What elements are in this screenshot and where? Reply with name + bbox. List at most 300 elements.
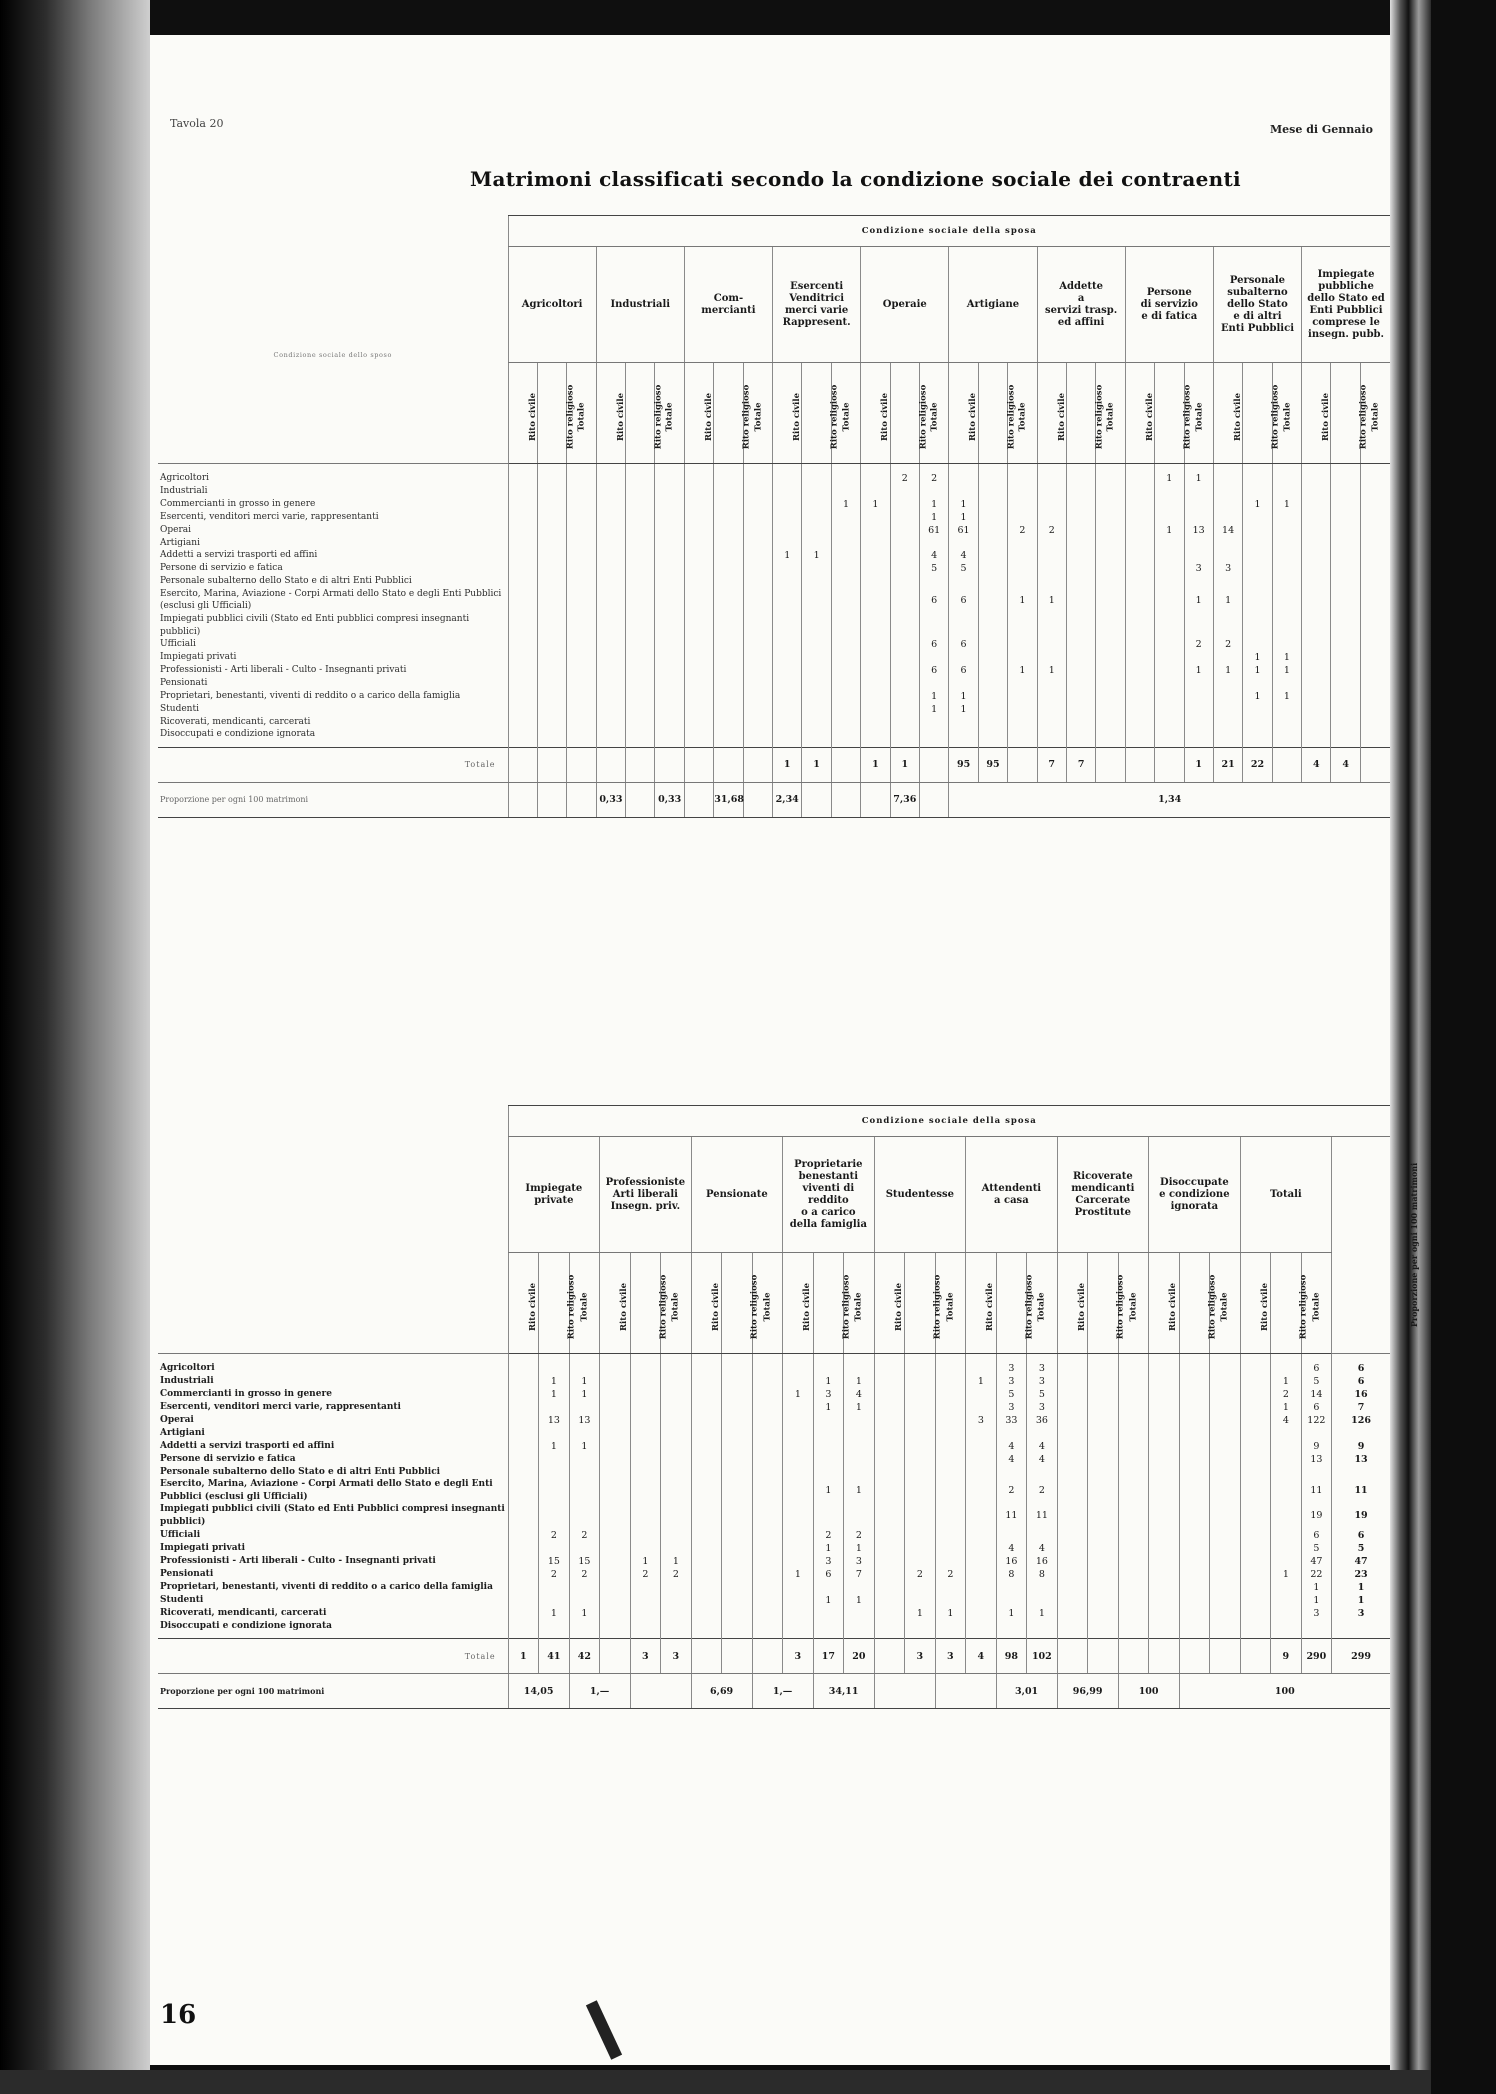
subcol-text: Rito civile xyxy=(527,1282,538,1331)
data-cell xyxy=(1118,1529,1149,1542)
data-cell xyxy=(743,498,772,511)
data-cell xyxy=(1302,464,1331,486)
data-cell xyxy=(630,1427,661,1440)
data-cell xyxy=(978,464,1007,486)
data-cell xyxy=(1302,575,1331,588)
data-cell xyxy=(1271,1466,1302,1479)
data-cell xyxy=(752,1503,783,1528)
data-cell xyxy=(773,703,802,716)
data-cell xyxy=(1360,638,1390,651)
data-cell xyxy=(1088,1478,1119,1503)
data-cell xyxy=(1179,1375,1210,1388)
data-cell xyxy=(1066,677,1095,690)
data-cell xyxy=(596,588,625,613)
data-cell xyxy=(1057,1354,1088,1376)
row-label: Artigiani xyxy=(160,1428,205,1438)
data-cell xyxy=(861,690,890,703)
data-cell xyxy=(600,1529,631,1542)
group-header: Studentesse xyxy=(874,1137,966,1253)
data-cell xyxy=(714,464,743,486)
data-cell xyxy=(1088,1375,1119,1388)
data-cell xyxy=(1118,1478,1149,1503)
data-cell xyxy=(861,677,890,690)
data-cell xyxy=(691,1453,722,1466)
data-cell xyxy=(684,728,713,747)
data-cell xyxy=(1118,1568,1149,1581)
data-cell xyxy=(661,1440,692,1453)
data-cell xyxy=(630,1466,661,1479)
data-cell xyxy=(831,575,860,588)
data-cell xyxy=(508,537,537,550)
data-cell xyxy=(874,1568,905,1581)
data-cell xyxy=(1240,1620,1271,1639)
data-cell xyxy=(1057,1594,1088,1607)
data-cell xyxy=(861,588,890,613)
data-cell xyxy=(626,588,655,613)
data-cell xyxy=(1179,1529,1210,1542)
data-cell xyxy=(567,728,596,747)
data-cell: 1 xyxy=(813,1375,844,1388)
data-cell xyxy=(783,1542,814,1555)
data-cell xyxy=(1066,485,1095,498)
data-cell xyxy=(783,1594,814,1607)
data-cell xyxy=(567,677,596,690)
data-cell xyxy=(1213,677,1242,690)
data-cell xyxy=(1118,1375,1149,1388)
data-cell xyxy=(508,716,537,729)
data-cell xyxy=(1125,677,1154,690)
data-cell xyxy=(935,1529,966,1542)
total-cell: 22 xyxy=(1243,747,1272,782)
data-cell xyxy=(1210,1453,1241,1466)
data-cell xyxy=(508,1529,539,1542)
data-cell xyxy=(1057,1466,1088,1479)
data-cell xyxy=(752,1568,783,1581)
data-cell xyxy=(1008,638,1037,651)
data-cell xyxy=(1243,464,1272,486)
total-cell: 3 xyxy=(783,1639,814,1674)
data-cell: 5 xyxy=(1027,1388,1058,1401)
data-cell xyxy=(596,716,625,729)
data-cell xyxy=(722,1620,753,1639)
data-cell xyxy=(831,511,860,524)
data-cell xyxy=(722,1581,753,1594)
data-cell: 2 xyxy=(539,1568,570,1581)
group-header: Agricoltori xyxy=(508,247,596,363)
data-cell: 7 xyxy=(1332,1401,1390,1414)
data-cell xyxy=(752,1478,783,1503)
data-cell xyxy=(600,1620,631,1639)
data-cell xyxy=(1360,575,1390,588)
data-cell xyxy=(1118,1388,1149,1401)
data-cell xyxy=(1240,1529,1271,1542)
data-cell xyxy=(508,1388,539,1401)
data-cell xyxy=(1210,1414,1241,1427)
data-cell xyxy=(752,1607,783,1620)
data-cell xyxy=(1155,703,1184,716)
data-cell xyxy=(844,1414,875,1427)
data-cell xyxy=(783,1478,814,1503)
data-cell xyxy=(1243,638,1272,651)
data-cell xyxy=(1179,1607,1210,1620)
group-header: Attendenti a casa xyxy=(966,1137,1058,1253)
data-cell xyxy=(1057,1440,1088,1453)
proportion-cell: 1,— xyxy=(569,1674,630,1709)
data-cell xyxy=(978,690,1007,703)
total-label: Totale xyxy=(158,1639,508,1674)
data-cell xyxy=(1149,1581,1180,1594)
data-cell xyxy=(905,1414,936,1427)
data-cell xyxy=(966,1581,997,1594)
data-cell xyxy=(890,690,919,703)
subcol-header xyxy=(783,1253,814,1354)
subcol-header xyxy=(1155,363,1193,464)
subcol-header xyxy=(539,1253,577,1354)
data-cell xyxy=(1243,728,1272,747)
data-cell: 1 xyxy=(813,1594,844,1607)
data-cell xyxy=(722,1607,753,1620)
data-cell xyxy=(1271,1503,1302,1528)
data-cell xyxy=(935,1354,966,1376)
data-cell xyxy=(1088,1388,1119,1401)
data-cell: 1 xyxy=(773,549,802,562)
data-cell xyxy=(567,562,596,575)
data-cell xyxy=(1179,1440,1210,1453)
band-label: Condizione sociale della sposa xyxy=(508,216,1390,247)
data-cell: 1 xyxy=(844,1542,875,1555)
data-cell: 22 xyxy=(1301,1568,1332,1581)
data-cell xyxy=(831,638,860,651)
data-cell xyxy=(1149,1503,1180,1528)
data-cell: 1 xyxy=(844,1594,875,1607)
data-cell xyxy=(831,690,860,703)
table-row xyxy=(158,464,1390,486)
data-cell xyxy=(1360,651,1390,664)
data-cell xyxy=(567,498,596,511)
data-cell xyxy=(1272,464,1301,486)
data-cell xyxy=(630,1440,661,1453)
subcol-text: Rito civile xyxy=(985,1282,996,1331)
subcol-header xyxy=(890,363,928,464)
row-label: Ufficiali xyxy=(160,1529,201,1540)
data-cell xyxy=(978,664,1007,677)
data-cell xyxy=(1037,690,1066,703)
data-cell xyxy=(890,562,919,575)
data-cell xyxy=(1184,613,1213,638)
table-row xyxy=(158,1478,1390,1503)
data-cell: 3 xyxy=(1027,1354,1058,1376)
total-cell: 3 xyxy=(630,1639,661,1674)
data-cell xyxy=(831,651,860,664)
data-cell: 1 xyxy=(844,1375,875,1388)
table-lower xyxy=(158,1105,1420,1709)
data-cell: 2 xyxy=(1027,1478,1058,1503)
data-cell xyxy=(743,716,772,729)
data-cell xyxy=(861,575,890,588)
data-cell xyxy=(655,677,684,690)
data-cell xyxy=(567,549,596,562)
data-cell xyxy=(626,638,655,651)
table-row xyxy=(158,485,1390,498)
data-cell xyxy=(1057,1568,1088,1581)
data-cell xyxy=(1302,524,1331,537)
data-cell xyxy=(1125,464,1154,486)
data-cell xyxy=(966,1607,997,1620)
data-cell xyxy=(1155,485,1184,498)
data-cell xyxy=(978,588,1007,613)
data-cell xyxy=(949,677,978,690)
data-cell xyxy=(655,703,684,716)
data-cell xyxy=(1243,575,1272,588)
data-cell xyxy=(1301,1466,1332,1479)
data-cell xyxy=(600,1375,631,1388)
data-cell: 4 xyxy=(996,1542,1027,1555)
data-cell: 1 xyxy=(1027,1607,1058,1620)
subcol-text: Totale xyxy=(853,1291,864,1322)
data-cell xyxy=(773,511,802,524)
data-cell xyxy=(508,1427,539,1440)
data-cell xyxy=(773,464,802,486)
data-cell xyxy=(596,537,625,550)
data-cell xyxy=(539,1620,570,1639)
data-cell: 9 xyxy=(1332,1440,1390,1453)
data-cell xyxy=(1179,1594,1210,1607)
data-cell xyxy=(1008,690,1037,703)
data-cell: 1 xyxy=(831,498,860,511)
total-cell: 4 xyxy=(1331,747,1360,782)
data-cell xyxy=(905,1401,936,1414)
prop-header-text: Proporzione per ogni 100 matrimoni xyxy=(1409,1162,1420,1327)
data-cell xyxy=(1332,1427,1390,1440)
data-cell xyxy=(600,1440,631,1453)
data-cell: 1 xyxy=(813,1478,844,1503)
data-cell: 1 xyxy=(539,1607,570,1620)
data-cell xyxy=(1149,1440,1180,1453)
data-cell xyxy=(966,1529,997,1542)
subcol-header xyxy=(1240,1253,1271,1354)
data-cell xyxy=(714,613,743,638)
data-cell xyxy=(743,549,772,562)
subcol-text: Rito civile xyxy=(1144,392,1155,441)
proportion-cell: 96,99 xyxy=(1057,1674,1118,1709)
data-cell xyxy=(1302,485,1331,498)
subcol-text: Rito religioso xyxy=(840,1274,851,1339)
data-cell xyxy=(714,562,743,575)
scan-edge-left xyxy=(0,0,150,2094)
data-cell xyxy=(1149,1542,1180,1555)
data-cell xyxy=(596,677,625,690)
data-cell: 1 xyxy=(539,1388,570,1401)
data-cell xyxy=(874,1414,905,1427)
data-cell: 2 xyxy=(905,1568,936,1581)
data-cell xyxy=(966,1620,997,1639)
data-cell xyxy=(714,716,743,729)
data-cell xyxy=(600,1594,631,1607)
data-cell xyxy=(861,703,890,716)
data-cell xyxy=(1118,1581,1149,1594)
data-cell xyxy=(813,1414,844,1427)
data-cell xyxy=(1213,511,1242,524)
data-cell xyxy=(1213,716,1242,729)
data-cell xyxy=(539,1503,570,1528)
data-cell: 2 xyxy=(1213,638,1242,651)
data-cell xyxy=(537,511,566,524)
subcol-text: Totale xyxy=(1194,401,1205,432)
data-cell xyxy=(626,690,655,703)
data-cell: 2 xyxy=(1271,1388,1302,1401)
data-cell xyxy=(569,1581,600,1594)
data-cell xyxy=(1155,588,1184,613)
data-cell xyxy=(1155,549,1184,562)
data-cell: 11 xyxy=(1301,1478,1332,1503)
data-cell xyxy=(1118,1453,1149,1466)
data-cell xyxy=(1243,677,1272,690)
data-cell: 1 xyxy=(949,511,978,524)
data-cell xyxy=(596,613,625,638)
data-cell xyxy=(722,1478,753,1503)
data-cell xyxy=(508,613,537,638)
data-cell: 3 xyxy=(813,1555,844,1568)
data-cell: 6 xyxy=(1301,1401,1332,1414)
data-cell xyxy=(1360,664,1390,677)
subcol-header xyxy=(1066,363,1105,464)
data-cell xyxy=(600,1388,631,1401)
data-cell xyxy=(630,1607,661,1620)
row-label: Proprietari, benestanti, viventi di reddito o a carico della famiglia xyxy=(160,1581,493,1592)
data-cell: 16 xyxy=(1027,1555,1058,1568)
data-cell xyxy=(978,562,1007,575)
data-cell xyxy=(890,549,919,562)
proportion-cell: 7,36 xyxy=(890,782,919,817)
data-cell xyxy=(596,485,625,498)
data-cell: 2 xyxy=(844,1529,875,1542)
data-cell xyxy=(684,562,713,575)
data-cell xyxy=(537,716,566,729)
data-cell xyxy=(1240,1388,1271,1401)
data-cell xyxy=(1066,588,1095,613)
total-cell xyxy=(1057,1639,1088,1674)
data-cell xyxy=(783,1529,814,1542)
data-cell xyxy=(773,613,802,638)
data-cell xyxy=(1271,1581,1302,1594)
data-cell: 1 xyxy=(1037,588,1066,613)
row-label: Commercianti in grosso in genere xyxy=(160,498,316,509)
subcol-text: Rito religioso xyxy=(1270,384,1281,449)
subcol-text: Totale xyxy=(1219,1291,1230,1322)
data-cell xyxy=(596,464,625,486)
proportion-cell: 3,01 xyxy=(996,1674,1057,1709)
data-cell xyxy=(539,1453,570,1466)
data-cell xyxy=(1008,498,1037,511)
data-cell xyxy=(813,1427,844,1440)
data-cell xyxy=(508,1440,539,1453)
data-cell xyxy=(1125,728,1154,747)
data-cell xyxy=(1008,575,1037,588)
group-header: Industriali xyxy=(596,247,684,363)
data-cell xyxy=(752,1529,783,1542)
data-cell xyxy=(714,664,743,677)
data-cell xyxy=(508,728,537,747)
group-header: Addette a servizi trasp. ed affini xyxy=(1037,247,1125,363)
data-cell xyxy=(874,1620,905,1639)
data-cell xyxy=(1213,485,1242,498)
data-cell xyxy=(1271,1529,1302,1542)
data-cell xyxy=(743,651,772,664)
table-row xyxy=(158,651,1390,664)
data-cell xyxy=(813,1466,844,1479)
subcol-text: Rito civile xyxy=(1076,1282,1087,1331)
data-cell xyxy=(1088,1555,1119,1568)
data-cell xyxy=(1088,1568,1119,1581)
data-cell xyxy=(508,651,537,664)
proportion-cell xyxy=(802,782,831,817)
data-cell xyxy=(831,664,860,677)
data-cell xyxy=(1179,1620,1210,1639)
data-cell xyxy=(802,638,831,651)
data-cell xyxy=(539,1466,570,1479)
data-cell xyxy=(1302,716,1331,729)
data-cell xyxy=(802,464,831,486)
data-cell xyxy=(802,728,831,747)
proportion-cell xyxy=(630,1674,691,1709)
data-cell xyxy=(773,575,802,588)
data-cell: 1 xyxy=(1301,1594,1332,1607)
data-cell: 1 xyxy=(661,1555,692,1568)
data-cell xyxy=(874,1466,905,1479)
data-cell xyxy=(949,575,978,588)
data-cell xyxy=(508,703,537,716)
data-cell xyxy=(1179,1503,1210,1528)
proportion-cell: 1,34 xyxy=(949,782,1390,817)
data-cell xyxy=(1088,1427,1119,1440)
data-cell xyxy=(1240,1375,1271,1388)
data-cell xyxy=(626,651,655,664)
data-cell: 126 xyxy=(1332,1414,1390,1427)
data-cell xyxy=(661,1542,692,1555)
data-cell xyxy=(773,588,802,613)
data-cell xyxy=(1066,498,1095,511)
data-cell xyxy=(655,638,684,651)
row-label: Esercenti, venditori merci varie, rappresentanti xyxy=(160,1402,401,1413)
data-cell xyxy=(1066,537,1095,550)
data-cell xyxy=(691,1466,722,1479)
data-cell: 3 xyxy=(996,1401,1027,1414)
subcol-text: Rito civile xyxy=(1321,392,1332,441)
data-cell xyxy=(1008,464,1037,486)
data-cell xyxy=(596,703,625,716)
proportion-label: Proporzione per ogni 100 matrimoni xyxy=(158,782,508,817)
row-label: Industriali xyxy=(160,486,208,496)
total-cell xyxy=(684,747,713,782)
data-cell xyxy=(905,1427,936,1440)
data-cell xyxy=(661,1427,692,1440)
data-cell xyxy=(1331,537,1360,550)
data-cell xyxy=(714,575,743,588)
data-cell xyxy=(996,1581,1027,1594)
data-cell xyxy=(966,1354,997,1376)
data-cell xyxy=(783,1440,814,1453)
subcol-header xyxy=(996,1253,1034,1354)
data-cell: 1 xyxy=(1332,1594,1390,1607)
data-cell: 1 xyxy=(1008,664,1037,677)
data-cell xyxy=(1210,1568,1241,1581)
data-cell xyxy=(684,511,713,524)
data-cell xyxy=(783,1401,814,1414)
group-header: Persone di servizio e di fatica xyxy=(1125,247,1213,363)
data-cell xyxy=(831,524,860,537)
proportion-cell: 2,34 xyxy=(773,782,802,817)
proportion-cell xyxy=(861,782,890,817)
